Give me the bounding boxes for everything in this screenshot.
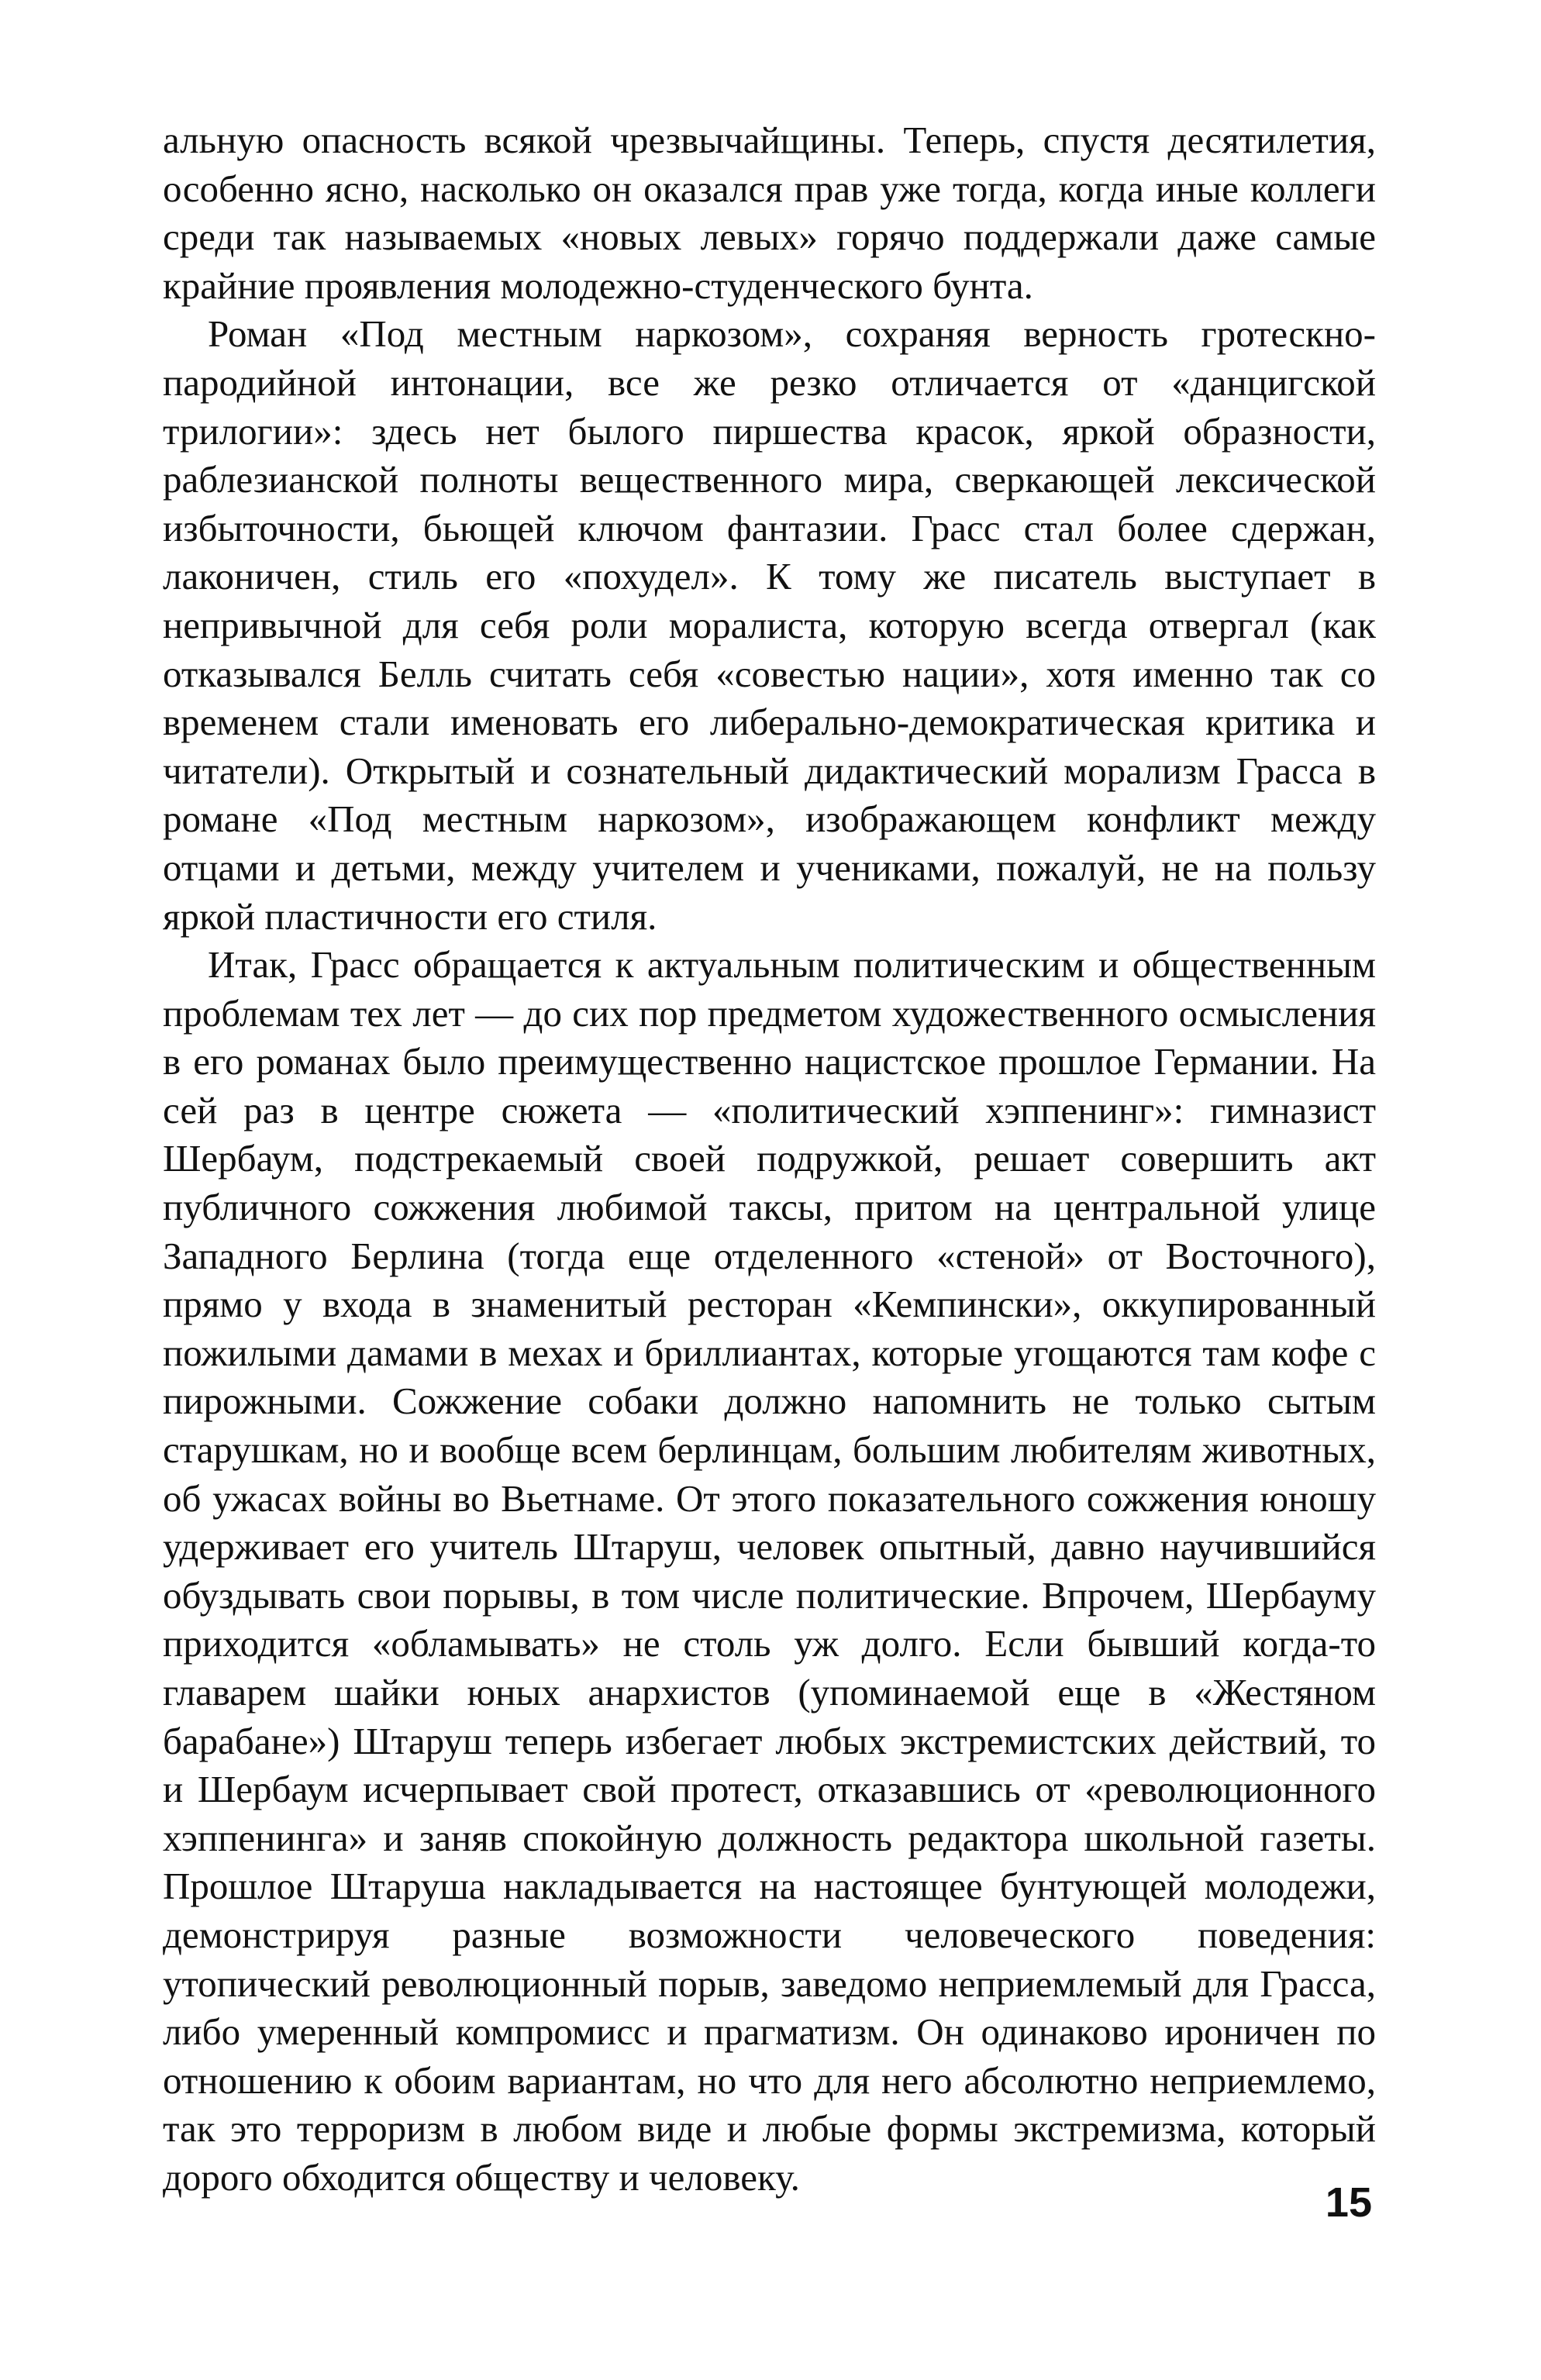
paragraph-2: Роман «Под местным наркозом», сохраняя верность гротескно-пародийной интонации, все же резко отличается от «данцигской трилогии»: здесь нет былого пиршества красок, яркой образности, раблезианской полноты вещественного мира, сверкающей лексической избыточности, бьющей ключом фантазии. Грасс стал более сдержан, лаконичен, стиль его «похудел». К тому же писатель выступает в непривычной для себя роли моралиста, которую всегда отвергал (как отказывался Белль считать себя «совестью нации», хотя именно так со временем стали именовать его либерально-демократическая критика и читатели). Открытый и сознательный дидактический морализм Грасса в романе «Под местным наркозом», изображающем конфликт между отцами и детьми, между учителем и учениками, пожалуй, не на пользу яркой пластичности его стиля. <box>163 312 1376 938</box>
paragraph-1: альную опасность всякой чрезвычайщины. Теперь, спустя десятилетия, особенно ясно, насколько он оказался прав уже тогда, когда иные коллеги среди так называемых «новых левых» горячо поддержали даже самые крайние проявления молодежно-студенческого бунта. <box>163 119 1376 307</box>
page-number: 15 <box>1325 2179 1372 2226</box>
body-text <box>163 116 1376 2203</box>
paragraph-3: Итак, Грасс обращается к актуальным политическим и общественным проблемам тех лет — до сих пор предметом художественного осмысления в его романах было преимущественно нацистское прошлое Германии. На сей раз в центре сюжета — «политический хэппенинг»: гимназист Шербаум, подстрекаемый своей подружкой, решает совершить акт публичного сожжения любимой таксы, притом на центральной улице Западного Берлина (тогда еще отделенного «стеной» от Восточного), прямо у входа в знаменитый ресторан «Кемпински», оккупированный пожилыми дамами в мехах и бриллиантах, которые угощаются там кофе с пирожными. Сожжение собаки должно напомнить не только сытым старушкам, но и вообще всем берлинцам, большим любителям животных, об ужасах войны во Вьетнаме. От этого показательного сожжения юношу удерживает его учитель Штаруш, человек опытный, давно научившийся обуздывать свои порывы, в том числе политические. Впрочем, Шербауму приходится «обламывать» не столь уж долго. Если бывший когда-то главарем шайки юных анархистов (упоминаемой еще в «Жестяном барабане») Штаруш теперь избегает любых экстремистских действий, то и Шербаум исчерпывает свой протест, отказавшись от «революционного хэппенинга» и заняв спокойную должность редактора школьной газеты. Прошлое Штаруша накладывается на настоящее бунтующей молодежи, демонстрируя разные возможности человеческого поведения: утопический революционный порыв, заведомо неприемлемый для Грасса, либо умеренный компромисс и прагматизм. Он одинаково ироничен по отношению к обоим вариантам, но что для него абсолютно неприемлемо, так это терроризм в любом виде и любые формы экстремизма, который дорого обходится обществу и человеку. <box>163 943 1376 2199</box>
